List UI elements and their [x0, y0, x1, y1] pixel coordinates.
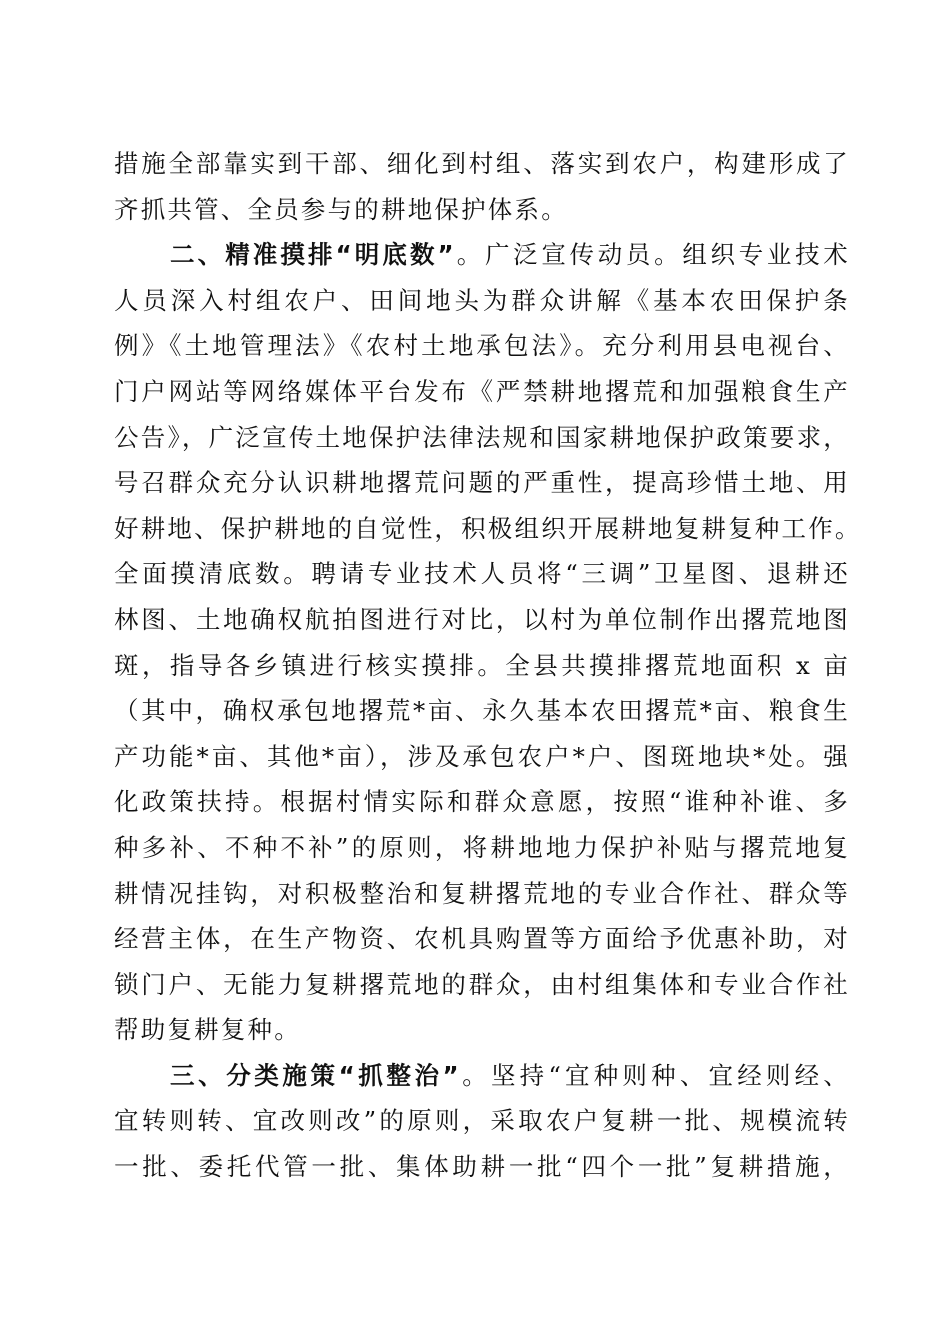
text-line: 锁门户、无能力复耕撂荒地的群众，由村组集体和专业合作社: [114, 969, 850, 999]
text-line: 措施全部靠实到干部、细化到村组、落实到农户，构建形成了: [114, 149, 850, 178]
text-line: 齐抓共管、全员参与的耕地保护体系。: [114, 194, 568, 224]
section-heading: 三、分类施策“抓整治”: [170, 1060, 461, 1090]
text-line: 全面摸清底数。聘请专业技术人员将“三调”卫星图、退耕还: [114, 559, 850, 589]
text-line: 产功能*亩、其他*亩），涉及承包农户*户、图斑地块*处。强: [114, 741, 850, 771]
text-line: 号召群众充分认识耕地撂荒问题的严重性，提高珍惜土地、用: [114, 468, 850, 498]
text-line: 种多补、不种不补”的原则，将耕地地力保护补贴与撂荒地复: [114, 832, 850, 862]
section-heading: 二、精准摸排“明底数”: [170, 240, 456, 270]
section-heading-line: [114, 232, 850, 278]
text-line: 化政策扶持。根据村情实际和群众意愿，按照“谁种补谁、多: [114, 787, 850, 817]
text-line: 宜转则转、宜改则改”的原则，采取农户复耕一批、规模流转: [114, 1106, 850, 1136]
document-body: [114, 141, 862, 1190]
text-line: 门户网站等网络媒体平台发布《严禁耕地撂荒和加强粮食生产: [114, 376, 850, 406]
text-line: （其中，确权承包地撂荒*亩、永久基本农田撂荒*亩、粮食生: [114, 696, 850, 726]
text-line: 斑，指导各乡镇进行核实摸排。全县共摸排撂荒地面积 x 亩: [114, 650, 850, 680]
text-line: 经营主体，在生产物资、农机具购置等方面给予优惠补助，对: [114, 924, 850, 954]
text-line: 例》《土地管理法》《农村土地承包法》。充分利用县电视台、: [114, 331, 850, 361]
text-line: 公告》，广泛宣传土地保护法律法规和国家耕地保护政策要求，: [114, 422, 850, 452]
text-line: 一批、委托代管一批、集体助耕一批“四个一批”复耕措施，: [114, 1152, 850, 1182]
text-line: 好耕地、保护耕地的自觉性，积极组织开展耕地复耕复种工作。: [114, 513, 862, 543]
section-heading-line: [114, 1053, 850, 1099]
text-line: 耕情况挂钩，对积极整治和复耕撂荒地的专业合作社、群众等: [114, 878, 850, 908]
text-line: 人员深入村组农户、田间地头为群众讲解《基本农田保护条: [114, 285, 850, 315]
text-line: 帮助复耕复种。: [114, 1015, 301, 1045]
text-line: 。坚持“宜种则种、宜经则经、: [460, 1060, 850, 1090]
text-line: 林图、土地确权航拍图进行对比，以村为单位制作出撂荒地图: [114, 604, 850, 634]
text-line: 。广泛宣传动员。组织专业技术: [455, 240, 850, 270]
